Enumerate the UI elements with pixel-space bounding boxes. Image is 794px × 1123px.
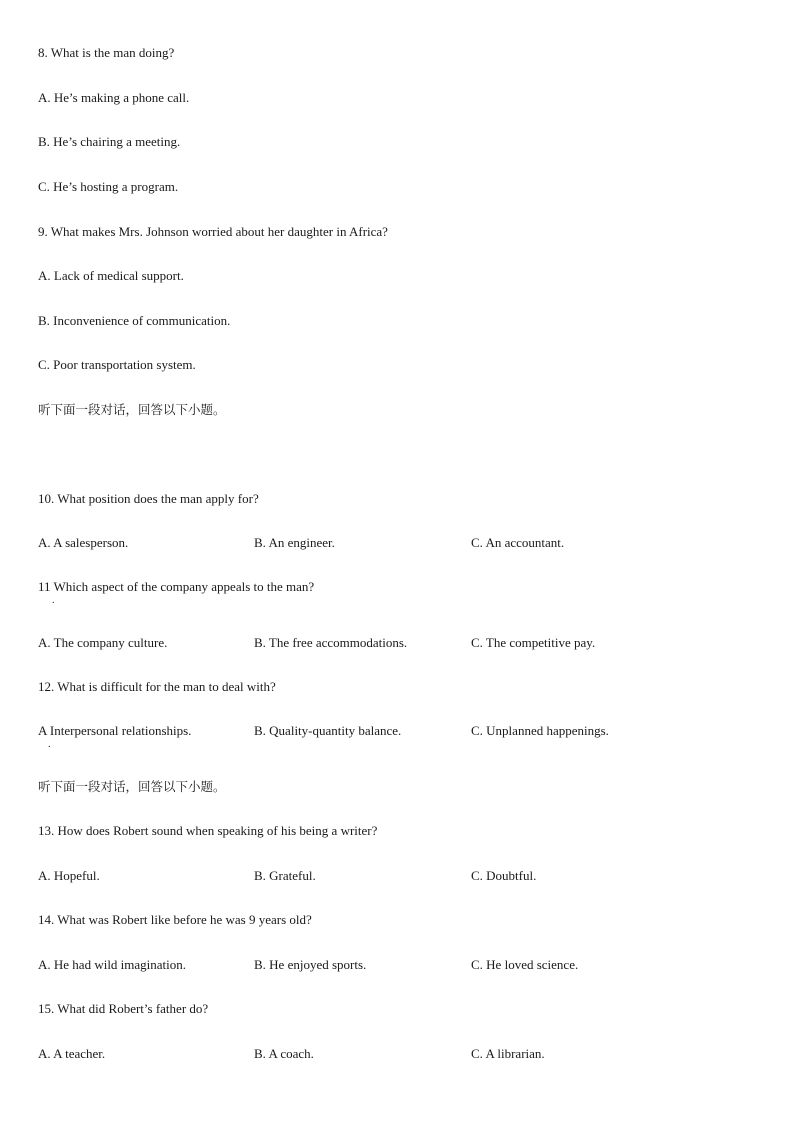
stray-dot-mark: . <box>48 739 51 750</box>
option-9c: C. Poor transportation system. <box>38 357 196 372</box>
option-9b: B. Inconvenience of communication. <box>38 313 231 328</box>
stray-dot-mark: . <box>52 595 55 606</box>
option-11b: B. The free accommodations. <box>254 635 408 650</box>
option-15b: B. A coach. <box>254 1046 314 1061</box>
option-14c: C. He loved science. <box>471 957 579 972</box>
option-15c: C. A librarian. <box>471 1046 545 1061</box>
option-11c: C. The competitive pay. <box>471 635 596 650</box>
option-10a: A. A salesperson. <box>38 535 129 550</box>
option-15a: A. A teacher. <box>38 1046 106 1061</box>
option-14a: A. He had wild imagination. <box>38 957 187 972</box>
option-8a: A. He’s making a phone call. <box>38 90 190 105</box>
option-10c: C. An accountant. <box>471 535 565 550</box>
question-12: 12. What is difficult for the man to deal with? <box>38 679 276 694</box>
question-14: 14. What was Robert like before he was 9 years old? <box>38 912 312 927</box>
section-instruction: 听下面一段对话，回答以下小题。 <box>38 402 226 417</box>
option-13b: B. Grateful. <box>254 868 316 883</box>
option-10b: B. An engineer. <box>254 535 335 550</box>
question-8: 8. What is the man doing? <box>38 45 175 60</box>
question-15: 15. What did Robert’s father do? <box>38 1001 209 1016</box>
question-10: 10. What position does the man apply for? <box>38 491 259 506</box>
section-instruction: 听下面一段对话，回答以下小题。 <box>38 779 226 794</box>
option-13a: A. Hopeful. <box>38 868 100 883</box>
option-11a: A. The company culture. <box>38 635 168 650</box>
question-11: 11 Which aspect of the company appeals to the man? <box>38 579 315 594</box>
option-8b: B. He’s chairing a meeting. <box>38 134 181 149</box>
question-13: 13. How does Robert sound when speaking of his being a writer? <box>38 823 378 838</box>
option-14b: B. He enjoyed sports. <box>254 957 367 972</box>
option-8c: C. He’s hosting a program. <box>38 179 179 194</box>
option-9a: A. Lack of medical support. <box>38 268 184 283</box>
option-13c: C. Doubtful. <box>471 868 537 883</box>
option-12b: B. Quality-quantity balance. <box>254 723 402 738</box>
question-9: 9. What makes Mrs. Johnson worried about her daughter in Africa? <box>38 224 388 239</box>
option-12a: A Interpersonal relationships. <box>38 723 192 738</box>
option-12c: C. Unplanned happenings. <box>471 723 609 738</box>
